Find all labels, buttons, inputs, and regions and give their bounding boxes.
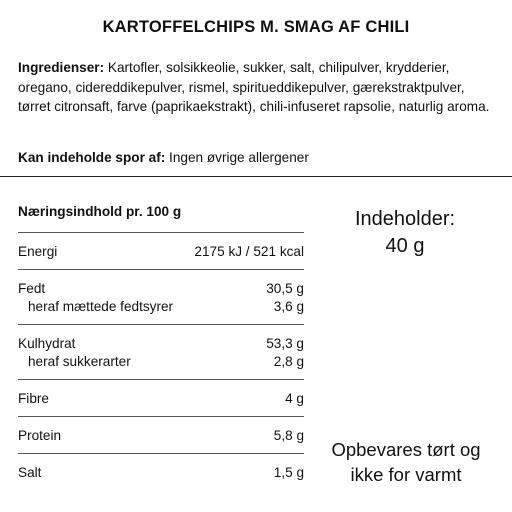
nutrient-value: 3,6 g: [273, 299, 304, 314]
storage-instructions: [316, 437, 496, 487]
nutrient-label: Fibre: [18, 391, 49, 406]
table-row: [18, 335, 304, 353]
nutrient-value: 2,8 g: [273, 354, 304, 369]
table-row: [18, 353, 304, 371]
nutrient-value: 2175 kJ / 521 kcal: [194, 244, 304, 259]
ingredients-text: Kartofler, solsikkeolie, sukker, salt, chilipulver, krydderier, oregano, cidereddikepulver, rismel, spiritueddikepulver, gærekstraktpulver, tørret citronsaft, farve (paprikaekstrakt), chili-infuseret rapsolie, naturlig aroma.: [18, 60, 490, 114]
nutrient-value: 1,5 g: [273, 465, 304, 480]
allergens-label: Kan indeholde spor af:: [18, 150, 166, 165]
nutrient-value: 53,3 g: [266, 336, 304, 351]
nutrient-label: Fedt: [18, 281, 46, 296]
ingredients-block: [18, 58, 500, 117]
table-row: [18, 243, 304, 261]
nutrition-separator: [18, 416, 304, 417]
nutrition-separator: [18, 324, 304, 325]
nutrient-label: Salt: [18, 465, 42, 480]
net-contents-value: 40 g: [385, 235, 425, 257]
section-divider: [0, 176, 512, 177]
net-contents-label: Indeholder:: [354, 208, 456, 230]
nutrient-sub-label: heraf mættede fedtsyrer: [28, 299, 174, 314]
nutrition-separator: [18, 453, 304, 454]
table-row: [18, 390, 304, 408]
storage-line-2: ikke for varmt: [350, 464, 462, 485]
nutrition-table: [18, 200, 304, 482]
nutrient-value: 4 g: [285, 391, 304, 406]
nutrient-value: 30,5 g: [266, 281, 304, 296]
product-title: KARTOFFELCHIPS M. SMAG AF CHILI: [102, 18, 410, 36]
ingredients-label: Ingredienser:: [18, 60, 105, 75]
nutrition-heading: Næringsindhold pr. 100 g: [18, 204, 182, 219]
nutrient-label: Protein: [18, 428, 62, 443]
allergens-block: [18, 148, 500, 168]
nutrient-sub-label: heraf sukkerarter: [28, 354, 131, 369]
nutrient-value: 5,8 g: [273, 428, 304, 443]
nutrient-label: Energi: [18, 244, 58, 259]
table-row: [18, 280, 304, 298]
nutrition-separator: [18, 232, 304, 233]
table-row: [18, 427, 304, 445]
nutrient-label: Kulhydrat: [18, 336, 76, 351]
table-row: [18, 464, 304, 482]
allergens-text: Ingen øvrige allergener: [165, 150, 309, 165]
nutrition-separator: [18, 379, 304, 380]
table-row: [18, 298, 304, 316]
net-contents: [330, 206, 480, 260]
storage-line-1: Opbevares tørt og: [331, 439, 481, 460]
nutrition-separator: [18, 269, 304, 270]
